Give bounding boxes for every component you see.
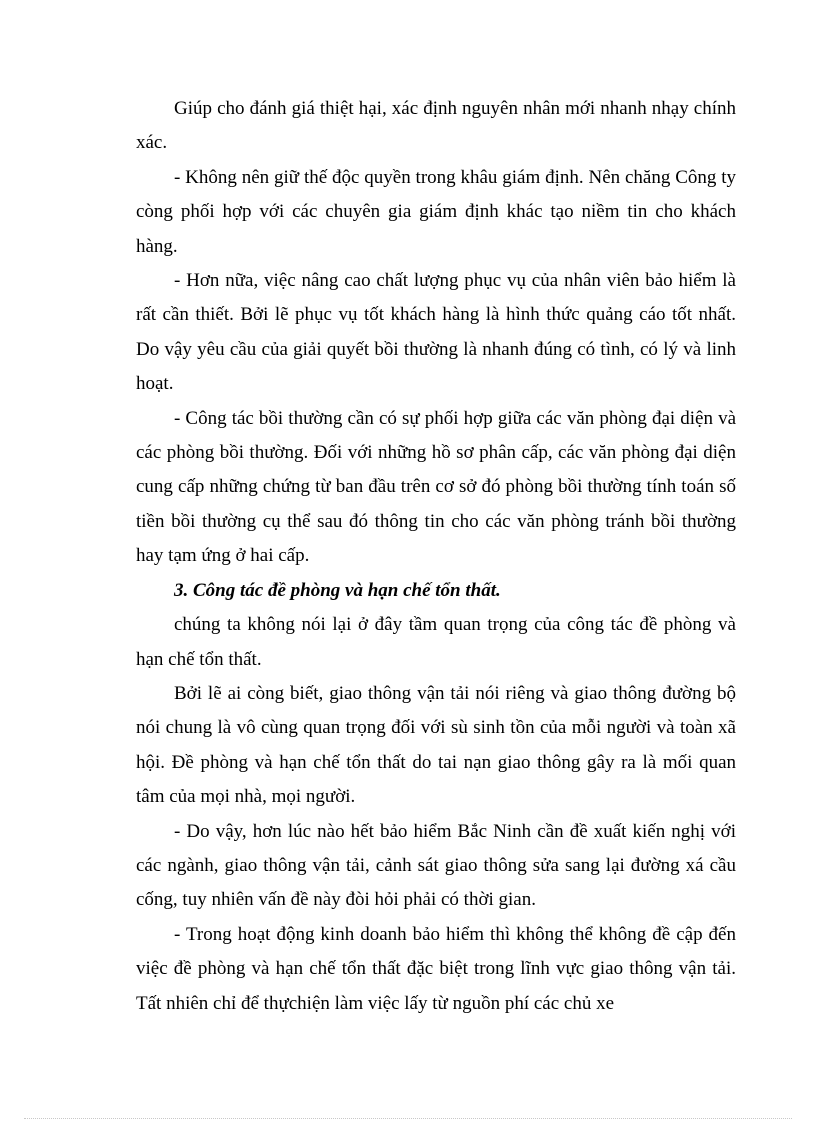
paragraph-damage-assessment: Giúp cho đánh giá thiệt hại, xác định nguyên nhân mới nhanh nhạy chính xác. bbox=[136, 98, 736, 154]
paragraph-road-transport: Bởi lẽ ai còng biết, giao thông vận tải nói riêng và giao thông đường bộ nói chung là vô cùng quan trọng đối với sù sinh tồn của mỗi người và toàn xã hội. Đề phòng và hạn chế tổn thất do tai nạn giao thông gây ra là mối quan tâm của mọi nhà, mọi người. bbox=[136, 682, 736, 808]
section-heading: 3. Công tác đề phòng và hạn chế tổn thất. bbox=[174, 579, 501, 601]
paragraph-appraisal-monopoly: - Không nên giữ thế độc quyền trong khâu giám định. Nên chăng Công ty còng phối hợp với các chuyên gia giám định khác tạo niềm tin cho khách hàng. bbox=[136, 166, 736, 257]
paragraph-recommendations: - Do vậy, hơn lúc nào hết bảo hiểm Bắc Ninh cần đề xuất kiến nghị với các ngành, giao thông vận tải, cảnh sát giao thông sửa sang lại đường xá cầu cống, tuy nhiên vấn đề này đòi hỏi phải có thời gian. bbox=[136, 820, 736, 911]
page-bottom-divider bbox=[24, 1118, 792, 1119]
paragraph-loss-prevention: - Trong hoạt động kinh doanh bảo hiểm thì không thể không đề cập đến việc đề phòng và hạn chế tổn thất đặc biệt trong lĩnh vực giao thông vận tải. Tất nhiên chỉ để thựchiện làm việc lấy từ nguồn phí các chủ xe bbox=[136, 923, 736, 1014]
paragraph-compensation-coordination: - Công tác bồi thường cần có sự phối hợp giữa các văn phòng đại diện và các phòng bồi thường. Đối với những hồ sơ phân cấp, các văn phòng đại diện cung cấp những chứng từ ban đầu trên cơ sở đó phòng bồi thường tính toán số tiền bồi thường cụ thể sau đó thông tin cho các văn phòng tránh bồi thường hay tạm ứng ở hai cấp. bbox=[136, 407, 736, 567]
paragraph-importance: chúng ta không nói lại ở đây tầm quan trọng của công tác đề phòng và hạn chế tổn thất. bbox=[136, 614, 736, 670]
document-body bbox=[136, 92, 736, 1021]
paragraph-service-quality: - Hơn nữa, việc nâng cao chất lượng phục vụ của nhân viên bảo hiểm là rất cần thiết. Bởi lẽ phục vụ tốt khách hàng là hình thức quảng cáo tốt nhất. Do vậy yêu cầu của giải quyết bồi thường là nhanh đúng có tình, có lý và linh hoạt. bbox=[136, 270, 736, 395]
